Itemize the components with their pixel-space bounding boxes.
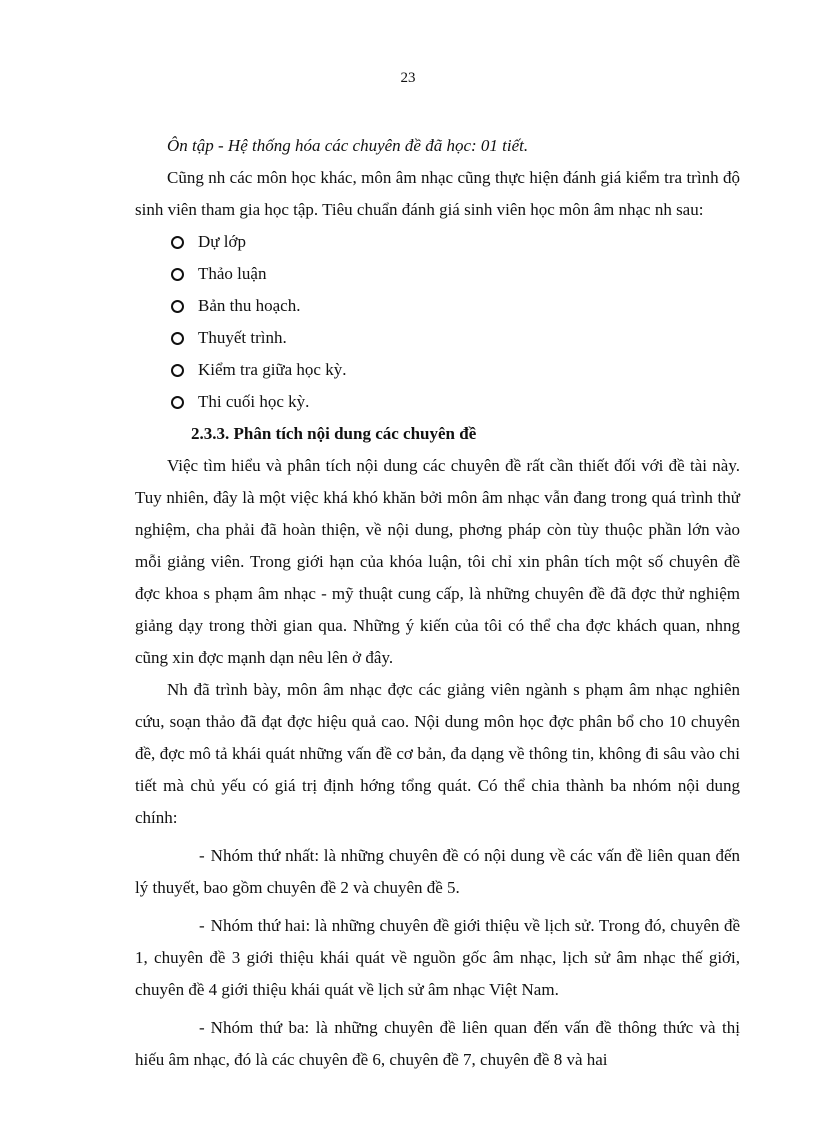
circle-bullet-icon	[171, 396, 184, 409]
list-item: Kiểm tra giữa học kỳ.	[171, 354, 740, 386]
circle-bullet-icon	[171, 300, 184, 313]
list-item: Thuyết trình.	[171, 322, 740, 354]
list-item: Dự lớp	[171, 226, 740, 258]
dash-marker: -	[199, 916, 205, 935]
dash-marker: -	[199, 846, 205, 865]
circle-bullet-icon	[171, 364, 184, 377]
body-paragraph-2: Nh đã trình bày, môn âm nhạc đợc các giảng viên ngành s phạm âm nhạc nghiên cứu, soạn thảo đã đạt đợc hiệu quả cao. Nội dung môn học đợc phân bổ cho 10 chuyên đề, đợc mô tả khái quát những vấn đề cơ bản, đa dạng về thông tin, không đi sâu vào chi tiết mà chủ yếu có giá trị định hớng tổng quát. Có thể chia thành ba nhóm nội dung chính:	[135, 680, 740, 827]
group-3-paragraph: - Nhóm thứ ba: là những chuyên đề liên quan đến vấn đề thông thức và thị hiếu âm nhạc, đó là các chuyên đề 6, chuyên đề 7, chuyên đề 8 và hai	[135, 1012, 740, 1076]
dash-marker: -	[199, 1018, 205, 1037]
circle-bullet-icon	[171, 236, 184, 249]
page-content	[135, 130, 740, 1076]
circle-bullet-icon	[171, 332, 184, 345]
list-item: Thi cuối học kỳ.	[171, 386, 740, 418]
group-1-paragraph: - Nhóm thứ nhất: là những chuyên đề có nội dung về các vấn đề liên quan đến lý thuyết, bao gồm chuyên đề 2 và chuyên đề 5.	[135, 840, 740, 904]
list-item: Thảo luận	[171, 258, 740, 290]
page-number: 23	[400, 70, 416, 86]
list-item: Bản thu hoạch.	[171, 290, 740, 322]
group-2-paragraph: - Nhóm thứ hai: là những chuyên đề giới thiệu về lịch sử. Trong đó, chuyên đề 1, chuyên đề 3 giới thiệu khái quát về nguồn gốc âm nhạc, lịch sử âm nhạc thế giới, chuyên đề 4 giới thiệu khái quát về lịch sử âm nhạc Việt Nam.	[135, 910, 740, 1006]
circle-bullet-icon	[171, 268, 184, 281]
intro-paragraph: Cũng nh các môn học khác, môn âm nhạc cũng thực hiện đánh giá kiểm tra trình độ sinh viên tham gia học tập. Tiêu chuẩn đánh giá sinh viên học môn âm nhạc nh sau:	[135, 168, 740, 219]
body-paragraph-1: Việc tìm hiểu và phân tích nội dung các chuyên đề rất cần thiết đối với đề tài này. Tuy nhiên, đây là một việc khá khó khăn bởi môn âm nhạc vẫn đang trong quá trình thử nghiệm, cha phải đã hoàn thiện, về nội dung, phơng pháp còn tùy thuộc phần lớn vào mỗi giảng viên. Trong giới hạn của khóa luận, tôi chỉ xin phân tích một số chuyên đề đợc khoa s phạm âm nhạc - mỹ thuật cung cấp, là những chuyên đề đã đợc thử nghiệm giảng dạy trong thời gian qua. Những ý kiến của tôi có thể cha đợc khách quan, nhng cũng xin đợc mạnh dạn nêu lên ở đây.	[135, 456, 740, 667]
review-line: Ôn tập - Hệ thống hóa các chuyên đề đã học: 01 tiết.	[167, 136, 529, 155]
section-heading: 2.3.3. Phân tích nội dung các chuyên đề	[191, 424, 477, 443]
criteria-list	[135, 226, 740, 418]
